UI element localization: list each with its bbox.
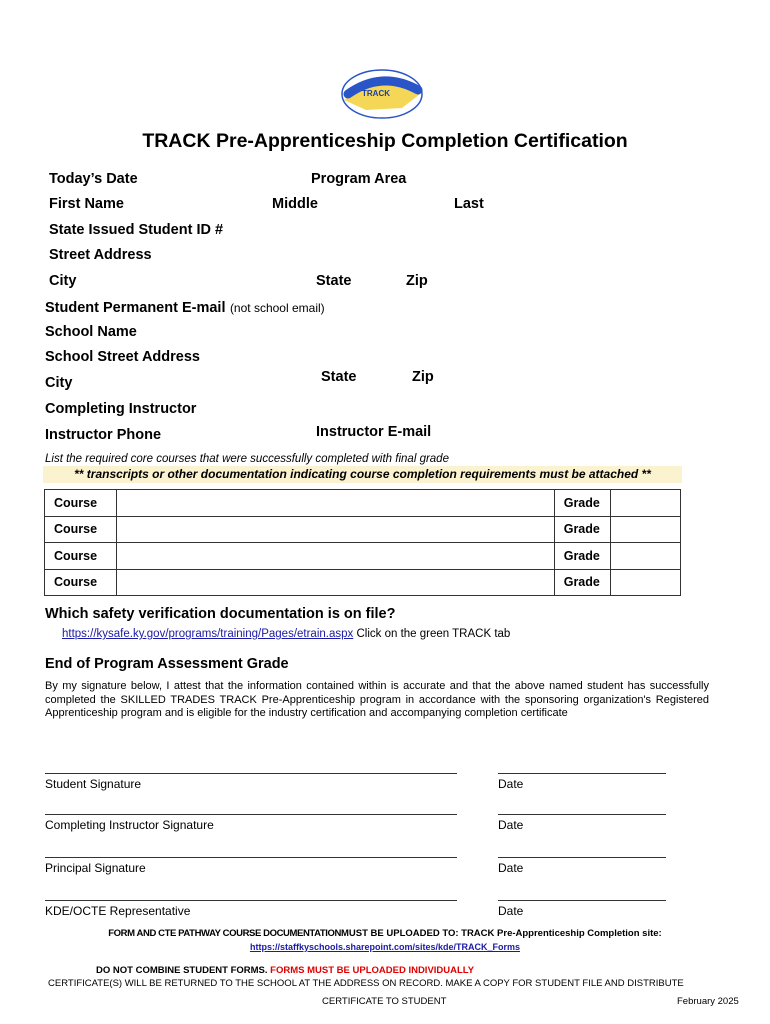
grade-label: Grade [554, 543, 610, 570]
table-row [45, 516, 681, 543]
program-area-label: Program Area [311, 171, 407, 187]
student-email-field [45, 299, 325, 317]
combine-warning [96, 965, 474, 976]
student-id-label: State Issued Student ID # [49, 222, 224, 238]
student-signature-line[interactable] [45, 773, 457, 774]
kde-date-label: Date [498, 904, 524, 918]
course-label: Course [45, 516, 117, 543]
grade-input[interactable] [610, 569, 680, 596]
upload-link[interactable]: https://staffkyschools.sharepoint.com/sites/kde/TRACK_Forms [249, 942, 521, 952]
upload-prefix: FORM AND CTE PATHWAY COURSE DOCUMENTATION [108, 928, 341, 939]
course-input[interactable] [116, 490, 554, 517]
first-name-label: First Name [49, 196, 124, 212]
instructor-signature-label: Completing Instructor Signature [45, 818, 214, 832]
course-label: Course [45, 569, 117, 596]
grade-input[interactable] [610, 516, 680, 543]
kde-date-line[interactable] [498, 900, 666, 901]
safety-link-line [62, 628, 510, 640]
school-zip-label: Zip [412, 369, 434, 385]
kysafe-link[interactable]: https://kysafe.ky.gov/programs/training/Pages/etrain.aspx [62, 628, 354, 640]
course-label: Course [45, 490, 117, 517]
instructor-phone-label: Instructor Phone [45, 427, 162, 443]
course-input[interactable] [116, 543, 554, 570]
grade-input[interactable] [610, 490, 680, 517]
student-email-label: Student Permanent E-mail [45, 300, 226, 316]
zip-label: Zip [406, 273, 428, 289]
student-date-line[interactable] [498, 773, 666, 774]
grade-label: Grade [554, 516, 610, 543]
school-city-label: City [45, 375, 73, 391]
instructor-date-label: Date [498, 818, 524, 832]
street-address-label: Street Address [49, 247, 152, 263]
attestation-text: By my signature below, I attest that the information contained within is accurate and that the above named student has successfully completed the SKILLED TRADES TRACK Pre-Apprenticeship program in accordance with the sponsoring organization's Registered Apprenticeship program and is eligible for the industry certification and accompanying completion certificate [45, 680, 709, 719]
safety-heading: Which safety verification documentation is on file? [45, 606, 396, 622]
course-input[interactable] [116, 569, 554, 596]
kde-signature-label: KDE/OCTE Representative [45, 904, 191, 918]
school-street-label: School Street Address [45, 349, 200, 365]
upload-text: MUST BE UPLOADED TO: TRACK Pre-Apprenticeship Completion site: [340, 928, 662, 939]
city-label: City [49, 273, 77, 289]
certificate-return-text: CERTIFICATE(S) WILL BE RETURNED TO THE SCHOOL AT THE ADDRESS ON RECORD. MAKE A COPY FOR STUDENT FILE AND DISTRIBUTE [48, 978, 684, 989]
school-state-label: State [321, 369, 357, 385]
completing-instructor-label: Completing Instructor [45, 401, 197, 417]
course-label: Course [45, 543, 117, 570]
track-logo [336, 64, 428, 122]
student-signature-label: Student Signature [45, 777, 142, 791]
last-name-label: Last [454, 196, 484, 212]
grade-label: Grade [554, 569, 610, 596]
school-name-label: School Name [45, 324, 137, 340]
principal-date-line[interactable] [498, 857, 666, 858]
grade-input[interactable] [610, 543, 680, 570]
grade-label: Grade [554, 490, 610, 517]
kde-signature-line[interactable] [45, 900, 457, 901]
principal-date-label: Date [498, 861, 524, 875]
principal-signature-line[interactable] [45, 857, 457, 858]
no-combine-text: DO NOT COMBINE STUDENT FORMS. [96, 965, 268, 976]
instructor-date-line[interactable] [498, 814, 666, 815]
safety-link-suffix: Click on the green TRACK tab [356, 628, 511, 640]
course-input[interactable] [116, 516, 554, 543]
table-row [45, 543, 681, 570]
table-row [45, 569, 681, 596]
state-label: State [316, 273, 352, 289]
attachment-banner: ** transcripts or other documentation indicating course completion requirements must be attached ** [43, 466, 682, 483]
page-title: TRACK Pre-Apprenticeship Completion Certification [142, 130, 628, 152]
middle-name-label: Middle [272, 196, 318, 212]
form-date: February 2025 [677, 996, 739, 1007]
student-email-note: (not school email) [229, 301, 325, 315]
courses-instruction: List the required core courses that were successfully completed with final grade [45, 453, 449, 465]
table-row [45, 490, 681, 517]
svg-text:TRACK: TRACK [362, 89, 390, 98]
principal-signature-label: Principal Signature [45, 861, 146, 875]
instructor-signature-line[interactable] [45, 814, 457, 815]
todays-date-label: Today’s Date [49, 171, 138, 187]
assessment-heading: End of Program Assessment Grade [45, 656, 289, 672]
instructor-email-label: Instructor E-mail [316, 424, 432, 440]
upload-individually-text: FORMS MUST BE UPLOADED INDIVIDUALLY [270, 965, 475, 976]
certificate-to-student-text: CERTIFICATE TO STUDENT [322, 996, 447, 1007]
courses-table [44, 489, 681, 596]
upload-instruction [0, 928, 770, 939]
student-date-label: Date [498, 777, 524, 791]
